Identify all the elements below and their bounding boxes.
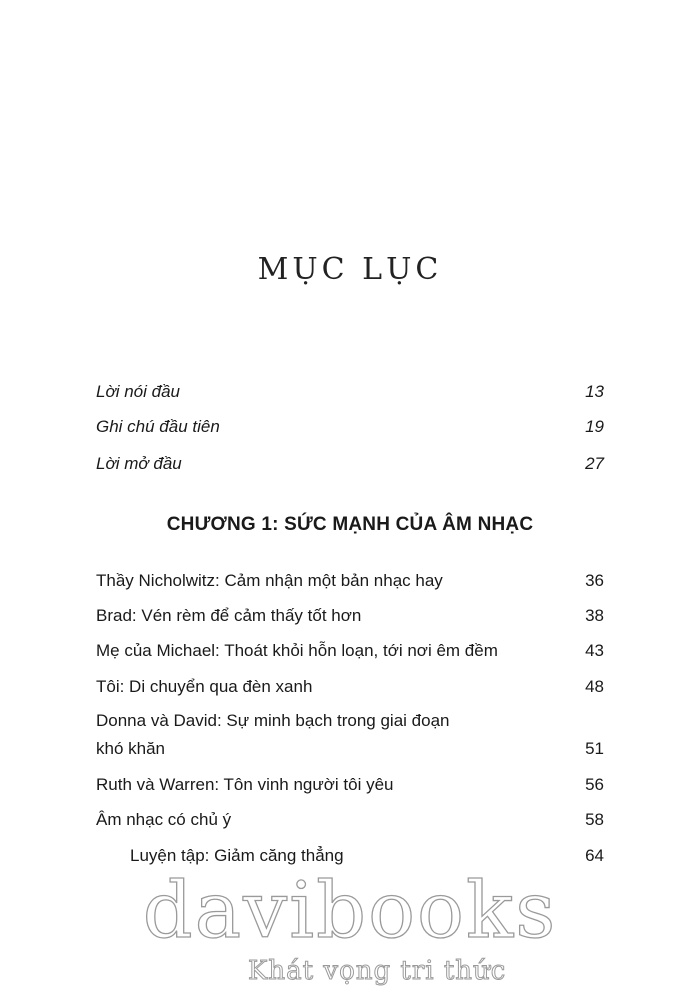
entry-label: Mẹ của Michael: Thoát khỏi hỗn loạn, tới nơi êm đềm xyxy=(96,641,498,660)
toc-front-entry xyxy=(96,412,604,442)
toc-entry xyxy=(96,672,604,702)
chapter-heading: CHƯƠNG 1: SỨC MẠNH CỦA ÂM NHẠC xyxy=(166,514,534,535)
entry-page-number: 48 xyxy=(585,677,604,696)
watermark-slogan: Khát vọng tri thức xyxy=(248,956,507,986)
watermark xyxy=(0,866,700,996)
toc-entry xyxy=(96,566,604,596)
entry-page-number: 56 xyxy=(585,775,604,794)
entry-label: Âm nhạc có chủ ý xyxy=(96,810,232,829)
watermark-brand: davibooks xyxy=(142,866,558,956)
entry-page-number: 38 xyxy=(585,606,604,625)
entry-page-number: 13 xyxy=(585,382,604,401)
entry-label: Ruth và Warren: Tôn vinh người tôi yêu xyxy=(96,775,394,794)
entry-page-number: 51 xyxy=(585,739,604,758)
entry-page-number: 19 xyxy=(585,417,604,436)
toc-entry-line-1 xyxy=(96,706,604,736)
page-title: MỤC LỤC xyxy=(257,252,443,287)
toc-entry xyxy=(96,770,604,800)
toc-entry xyxy=(96,601,604,631)
toc-front-entry xyxy=(96,449,604,479)
toc-entry xyxy=(96,636,604,666)
entry-label-continued: khó khăn xyxy=(96,739,165,758)
entry-label: Thầy Nicholwitz: Cảm nhận một bản nhạc hay xyxy=(96,571,443,590)
entry-page-number: 43 xyxy=(585,641,604,660)
entry-page-number: 27 xyxy=(585,454,604,473)
entry-label: Donna và David: Sự minh bạch trong giai đoạn xyxy=(96,711,450,730)
entry-page-number: 36 xyxy=(585,571,604,590)
toc-front-entry xyxy=(96,377,604,407)
toc-entry xyxy=(96,805,604,835)
entry-label: Luyện tập: Giảm căng thẳng xyxy=(130,846,344,865)
entry-label: Lời mở đầu xyxy=(96,454,182,473)
entry-label: Tôi: Di chuyển qua đèn xanh xyxy=(96,677,313,696)
entry-page-number: 64 xyxy=(585,846,604,865)
entry-label: Lời nói đầu xyxy=(96,382,181,401)
toc-entry-line-2 xyxy=(96,734,604,764)
entry-label: Brad: Vén rèm để cảm thấy tốt hơn xyxy=(96,606,362,625)
entry-page-number: 58 xyxy=(585,810,604,829)
entry-label: Ghi chú đầu tiên xyxy=(96,417,220,436)
